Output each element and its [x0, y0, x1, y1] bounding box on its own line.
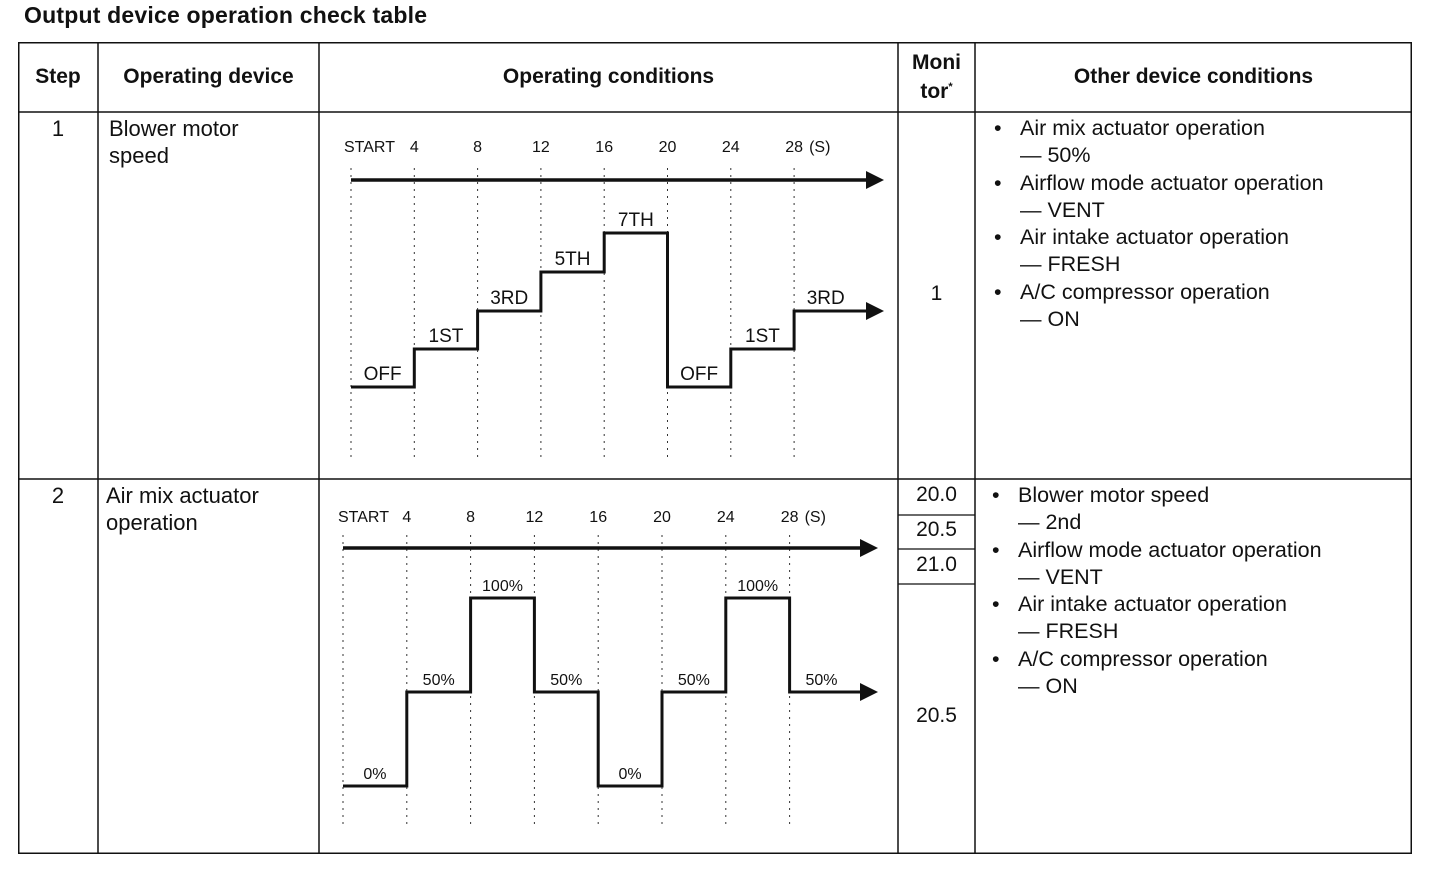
row2-step: 2: [51, 483, 65, 508]
airmix-step-waveform: [343, 598, 862, 786]
header-monitor-line2: tor: [920, 79, 949, 103]
airmix-time-arrowhead: [860, 539, 878, 557]
airmix-level-label-7: 100%: [737, 578, 779, 595]
row1-other-value-4: — ON: [1020, 307, 1080, 332]
row2-other-value-4: — ON: [1018, 674, 1078, 699]
airmix-tick-4: 4: [402, 509, 412, 526]
header-monitor-line1: Moni: [912, 50, 961, 74]
airmix-level-label-3: 100%: [482, 578, 523, 595]
blower-tick-24: 24: [721, 139, 740, 156]
row2-monitor-value-2: 20.5: [916, 518, 957, 541]
row2-other-item-2: • Airflow mode actuator operation: [988, 537, 1410, 564]
blower-tick-20: 20: [658, 139, 677, 156]
airmix-tick-16: 16: [589, 509, 608, 526]
row2-device-line1: Air mix actuator: [106, 483, 259, 508]
airmix-level-label-6: 50%: [677, 672, 710, 689]
airmix-level-label-1: 0%: [363, 766, 387, 783]
airmix-tick-24: 24: [716, 509, 735, 526]
header-monitor-mark: *: [948, 80, 953, 93]
page-title: Output device operation check table: [24, 2, 428, 28]
airmix-tick-8: 8: [466, 509, 476, 526]
row1-other-item-2: • Airflow mode actuator operation: [990, 170, 1410, 197]
blower-step-waveform: [351, 233, 868, 387]
airmix-tick-unit: (S): [804, 509, 826, 526]
header-operating-conditions: Operating conditions: [502, 65, 715, 88]
airmix-tick-12: 12: [525, 509, 544, 526]
blower-tick-unit: (S): [809, 139, 831, 156]
airmix-level-label-8: 50%: [805, 672, 838, 689]
airmix-waveform-arrowhead: [860, 683, 878, 701]
airmix-level-label-4: 50%: [550, 672, 583, 689]
row2-device-line2: operation: [106, 510, 198, 535]
airmix-level-label-2: 50%: [422, 672, 455, 689]
row2-other-value-3: — FRESH: [1018, 619, 1119, 644]
airmix-tick-20: 20: [653, 509, 671, 526]
blower-tick-8: 8: [473, 139, 483, 156]
airmix-tick-28: 28: [780, 509, 799, 526]
row2-monitor-value-1: 20.0: [916, 483, 957, 506]
header-other-device-conditions: Other device conditions: [1073, 65, 1314, 88]
row1-other-item-4: • A/C compressor operation: [990, 279, 1410, 306]
blower-tick-28: 28: [785, 139, 803, 156]
blower-time-arrowhead: [866, 171, 884, 189]
blower-level-label-7: 1ST: [745, 326, 780, 347]
row1-other-item-3: • Air intake actuator operation: [990, 224, 1410, 251]
row1-other-value-2: — VENT: [1020, 197, 1105, 222]
blower-tick-4: 4: [409, 139, 419, 156]
blower-level-label-8: 3RD: [806, 288, 845, 309]
row2-monitor-value-4: 20.5: [916, 704, 957, 727]
header-operating-device: Operating device: [123, 65, 294, 88]
header-step: Step: [35, 65, 81, 88]
blower-level-label-6: OFF: [680, 364, 719, 385]
row2-other-item-1: • Blower motor speed: [988, 482, 1410, 509]
row1-step: 1: [51, 116, 65, 141]
row1-device-line1: Blower motor: [109, 116, 239, 141]
row1-device-line2: speed: [109, 143, 169, 168]
row2-other-item-3: • Air intake actuator operation: [988, 591, 1410, 618]
row1-other-item-1: • Air mix actuator operation: [990, 115, 1410, 142]
blower-tick-start: START: [344, 139, 395, 156]
row2-other-value-2: — VENT: [1018, 564, 1103, 589]
blower-level-label-4: 5TH: [554, 249, 591, 270]
row1-monitor-value: 1: [930, 282, 943, 305]
row2-other-item-4: • A/C compressor operation: [988, 646, 1410, 673]
airmix-tick-start: START: [338, 509, 389, 526]
blower-level-label-1: OFF: [363, 364, 402, 385]
row1-other-value-3: — FRESH: [1020, 252, 1121, 277]
row2-other-value-1: — 2nd: [1018, 510, 1082, 535]
blower-waveform-arrowhead: [866, 302, 884, 320]
blower-level-label-3: 3RD: [490, 288, 529, 309]
row2-monitor-value-3: 21.0: [916, 553, 957, 576]
blower-level-label-5: 7TH: [617, 210, 654, 231]
airmix-level-label-5: 0%: [618, 766, 642, 783]
blower-tick-12: 12: [532, 139, 550, 156]
row1-other-value-1: — 50%: [1020, 143, 1091, 168]
blower-level-label-2: 1ST: [428, 326, 464, 347]
blower-tick-16: 16: [595, 139, 614, 156]
